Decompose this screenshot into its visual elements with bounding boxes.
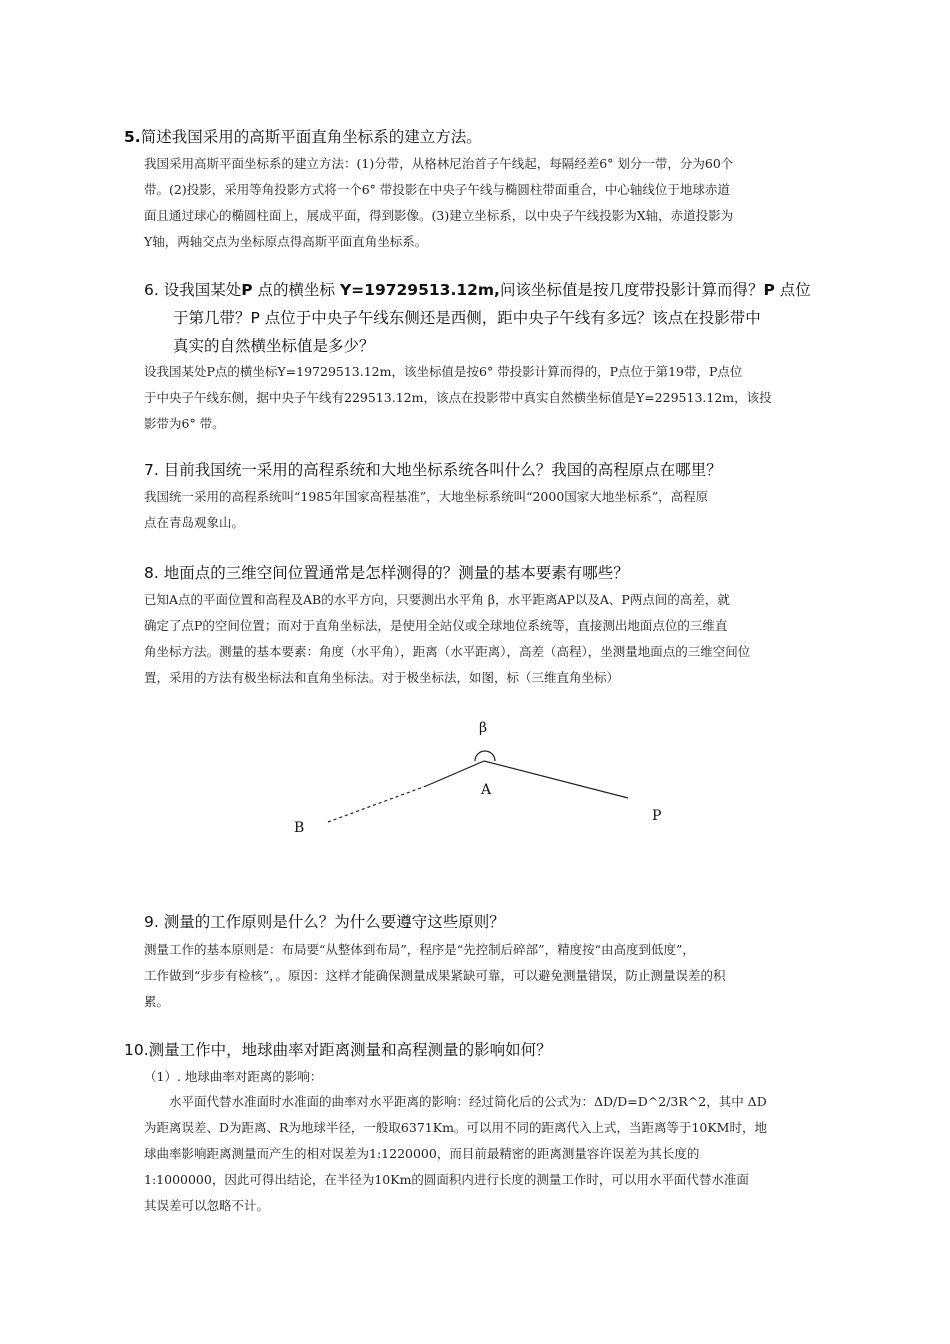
answer-line: Y轴，两轴交点为坐标原点得高斯平面直角坐标系。 <box>144 234 428 249</box>
answer-6 <box>144 359 772 437</box>
point-a-label: A <box>481 782 492 798</box>
answer-line: 工作做到“步步有检核”，。原因：这样才能确保测量成果紧缺可靠，可以避免测量错误，防止测量误差的积 <box>144 968 726 983</box>
question-6-line-1: 6. 设我国某处P 点的横坐标 Y=19729513.12m,问该坐标值是按几度带投影计算而得？P 点位 <box>144 281 811 299</box>
answer-8 <box>144 587 750 691</box>
answer-line: 已知A点的平面位置和高程及AB的水平方向，只要测出水平角 β，水平距离AP以及A、P两点间的高差，就 <box>144 592 730 607</box>
answer-line: 角坐标方法。测量的基本要素：角度（水平角），距离（水平距离），高差（高程），坐测量地面点的三维空间位 <box>144 644 751 659</box>
line-a-b-solid <box>426 761 484 786</box>
question-5-number: 5. <box>124 128 141 146</box>
answer-line: 于中央子午线东侧，据中央子午线有229513.12m，该点在投影带中真实自然横坐标值是Y=229513.12m，该投 <box>144 390 772 405</box>
answer-line: 点在青岛观象山。 <box>144 515 245 530</box>
answer-10-subheading: （1）. 地球曲率对距离的影响： <box>144 1069 323 1084</box>
answer-line: 面且通过球心的椭圆柱面上，展成平面，得到影像。(3)建立坐标系，以中央子午线投影为X轴，赤道投影为 <box>144 208 734 223</box>
answer-line: 影带为6° 带。 <box>144 416 225 431</box>
answer-line: 1:1000000，因此可得出结论，在半径为10Km的圆面积内进行长度的测量工作时，可以用水平面代替水准面 <box>144 1172 749 1187</box>
question-6-line-3: 真实的自然横坐标值是多少？ <box>173 337 375 355</box>
question-6-line-2: 于第几带？P 点位于中央子午线东侧还是西侧，距中央子午线有多远？该点在投影带中 <box>173 309 761 327</box>
question-10: 10.测量工作中，地球曲率对距离测量和高程测量的影响如何？ <box>124 1041 552 1059</box>
line-a-p <box>484 761 628 798</box>
answer-line: 置，采用的方法有极坐标法和直角坐标法。对于极坐标法，如图，标（三维直角坐标） <box>144 670 620 685</box>
answer-10 <box>144 1089 767 1219</box>
angle-arc <box>475 751 495 761</box>
question-9: 9. 测量的工作原则是什么？为什么要遵守这些原则？ <box>144 913 505 931</box>
answer-line: 确定了点P的空间位置；而对于直角坐标法，是使用全站仪或全球地位系统等，直接测出地面点位的三维直 <box>144 618 728 633</box>
question-5 <box>124 124 482 150</box>
answer-line: 水平面代替水准面时水准面的曲率对水平距离的影响：经过简化后的公式为：ΔD/D=D^2/3R^2，其中 ΔD <box>169 1094 767 1109</box>
answer-5 <box>144 151 733 255</box>
question-8: 8. 地面点的三维空间位置通常是怎样测得的？测量的基本要素有哪些？ <box>144 564 629 582</box>
answer-9 <box>144 937 726 1015</box>
answer-line: 其误差可以忽略不计。 <box>144 1198 270 1213</box>
question-7: 7. 目前我国统一采用的高程系统和大地坐标系统各叫什么？我国的高程原点在哪里？ <box>144 461 722 479</box>
point-b-label: B <box>294 820 305 836</box>
answer-line: 我国统一采用的高程系统叫“1985年国家高程基准”，大地坐标系统叫“2000国家大地坐标系”，高程原 <box>144 489 709 504</box>
answer-line: 设我国某处P点的横坐标Y=19729513.12m，该坐标值是按6° 带投影计算而得的，P点位于第19带，P点位 <box>144 364 743 379</box>
answer-7 <box>144 484 708 536</box>
beta-label: β <box>479 720 488 736</box>
answer-line: 带。(2)投影，采用等角投影方式将一个6° 带投影在中央子午线与椭圆柱带面重合，中心轴线位于地球赤道 <box>144 182 730 197</box>
answer-line: 球曲率影响距离测量而产生的相对误差为1:1220000，而目前最精密的距离测量容许误差为其长度的 <box>144 1146 700 1161</box>
answer-line: 为距离误差、D为距离、R为地球半径，一般取6371Km。可以用不同的距离代入上式，当距离等于10KM时，地 <box>144 1120 767 1135</box>
point-p-label: P <box>652 808 662 824</box>
answer-line: 累。 <box>144 994 170 1009</box>
answer-line: 测量工作的基本原则是：布局要“从整体到布局”，程序是“先控制后碎部”，精度按“由高度到低度”， <box>144 942 695 957</box>
line-a-b-dashed <box>328 786 426 822</box>
question-6 <box>144 276 811 360</box>
question-5-text: 简述我国采用的高斯平面直角坐标系的建立方法。 <box>140 128 482 146</box>
answer-line: 我国采用高斯平面坐标系的建立方法：(1)分带，从格林尼治首子午线起，每隔经差6° 划分一带，分为60个 <box>144 156 734 171</box>
polar-coordinate-diagram <box>0 700 950 860</box>
